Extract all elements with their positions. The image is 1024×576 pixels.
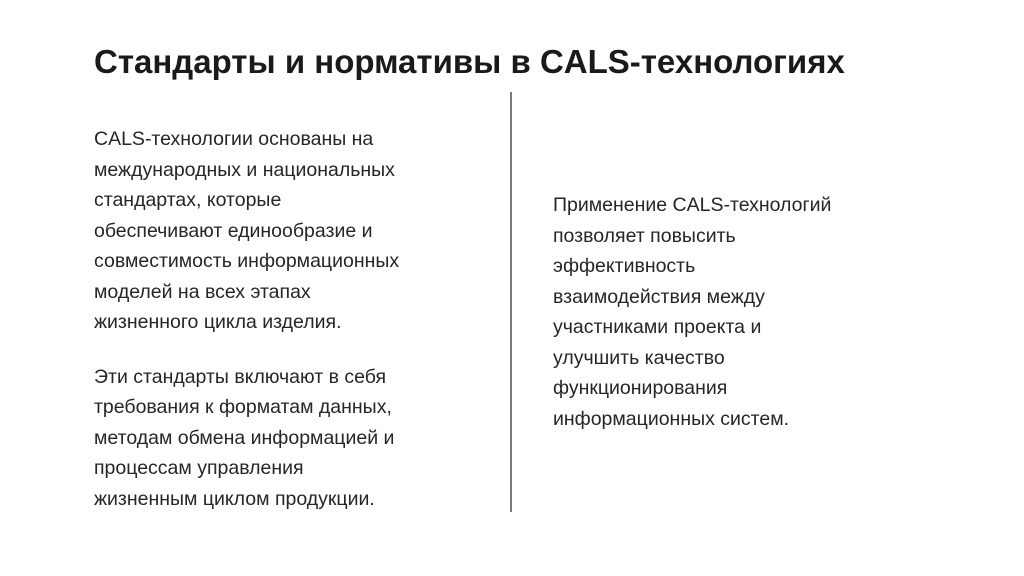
text-line: методам обмена информацией и bbox=[94, 426, 395, 449]
slide-title: Стандарты и нормативы в CALS-технологиях bbox=[94, 43, 845, 80]
text-line: участниками проекта и bbox=[553, 316, 762, 338]
text-line: совместимость информационных bbox=[94, 250, 400, 272]
text-line: жизненного цикла изделия. bbox=[94, 311, 342, 333]
right-paragraph-1 bbox=[553, 190, 903, 434]
left-paragraph-2 bbox=[94, 362, 486, 515]
text-line: информационных систем. bbox=[553, 407, 790, 430]
text-line: эффективность bbox=[553, 255, 696, 277]
text-line: обеспечивают единообразие и bbox=[94, 219, 373, 242]
text-line: Эти стандарты включают в себя bbox=[94, 365, 387, 388]
text-line: стандартах, которые bbox=[94, 189, 282, 211]
left-column bbox=[94, 124, 486, 514]
text-line: международных и национальных bbox=[94, 158, 395, 181]
text-line: позволяет повысить bbox=[553, 224, 736, 247]
text-line: CALS-технологии основаны на bbox=[94, 128, 374, 150]
right-column bbox=[553, 190, 903, 434]
text-line: процессам управления bbox=[94, 457, 304, 479]
column-divider bbox=[510, 92, 512, 512]
text-line: требования к форматам данных, bbox=[94, 396, 392, 418]
left-paragraph-1 bbox=[94, 124, 486, 338]
text-line: Применение CALS-технологий bbox=[553, 194, 832, 216]
text-line: моделей на всех этапах bbox=[94, 280, 311, 303]
text-line: функционирования bbox=[553, 377, 728, 399]
text-line: взаимодействия между bbox=[553, 285, 765, 308]
text-line: жизненным циклом продукции. bbox=[94, 487, 375, 510]
text-line: улучшить качество bbox=[553, 346, 725, 369]
